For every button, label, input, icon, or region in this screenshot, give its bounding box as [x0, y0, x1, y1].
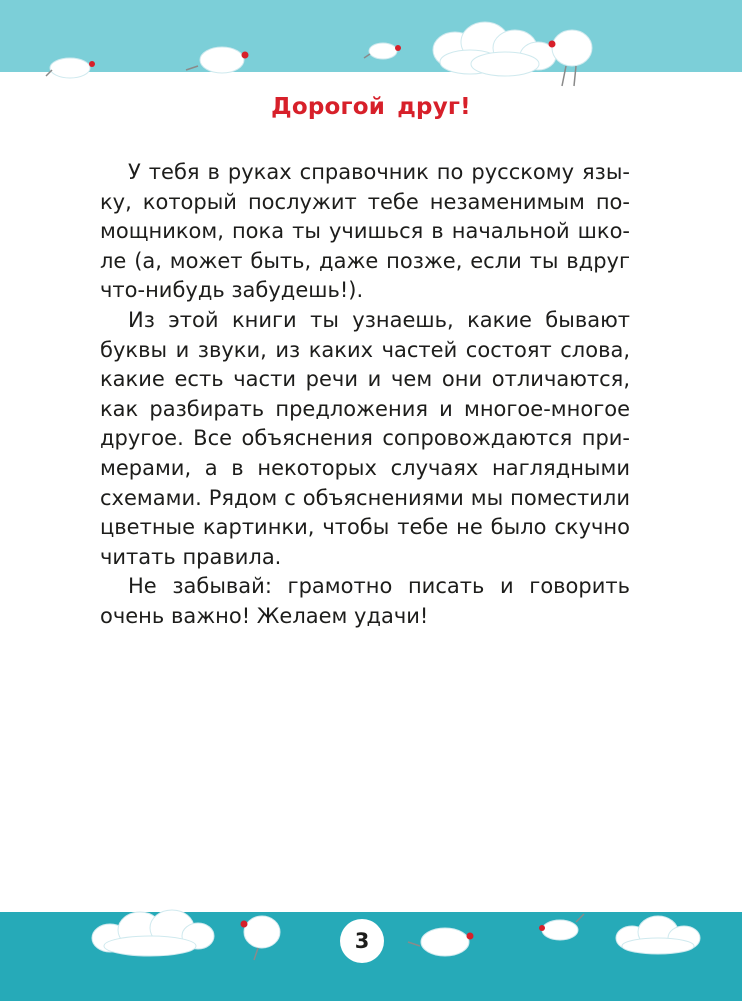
text-line: мерами, а в некоторых случаях наглядными [100, 455, 630, 480]
text-line: мощником, пока ты учишься в начальной шко- [100, 219, 630, 244]
bird-icon [364, 43, 401, 59]
cloud-icon [433, 22, 556, 76]
paragraph-2 [100, 306, 630, 572]
text-line: что-нибудь забудешь!). [100, 278, 364, 303]
text-line: ку, который послужит тебе незаменимым по- [100, 189, 630, 214]
text-line: У тебя в руках справочник по русскому язы- [128, 160, 630, 184]
bird-icon [408, 928, 474, 956]
text-line: ле (а, может быть, даже позже, если ты вдруг [100, 248, 630, 273]
text-line: цветные картинки, чтобы тебе не было скучно [100, 515, 630, 540]
bird-icon [186, 47, 249, 73]
page-title: Дорогой друг! [271, 94, 471, 120]
paragraph-1 [100, 158, 630, 306]
cloud-icon [616, 916, 700, 954]
bird-icon [539, 914, 584, 940]
text-line: как разбирать предложения и многое-многое [100, 396, 630, 421]
text-line: схемами. Рядом с объяснениями мы поместили [100, 485, 630, 510]
body-text [100, 158, 630, 632]
text-line: очень важно! Желаем удачи! [100, 603, 429, 628]
bird-icon [549, 30, 593, 86]
bird-icon [46, 58, 95, 78]
text-line: другое. Все объяснения сопровождаются при- [100, 426, 630, 451]
bird-icon [241, 916, 281, 960]
text-line: буквы и звуки, из каких частей состоят слова, [100, 337, 630, 362]
page-number: 3 [340, 919, 384, 963]
text-line: какие есть части речи и чем они отличаются, [100, 367, 630, 392]
text-line: читать правила. [100, 544, 282, 569]
text-line: Из этой книги ты узнаешь, какие бывают [128, 307, 630, 332]
text-line: Не забывай: грамотно писать и говорить [128, 574, 630, 599]
paragraph-3 [100, 572, 630, 631]
cloud-icon [92, 910, 214, 956]
